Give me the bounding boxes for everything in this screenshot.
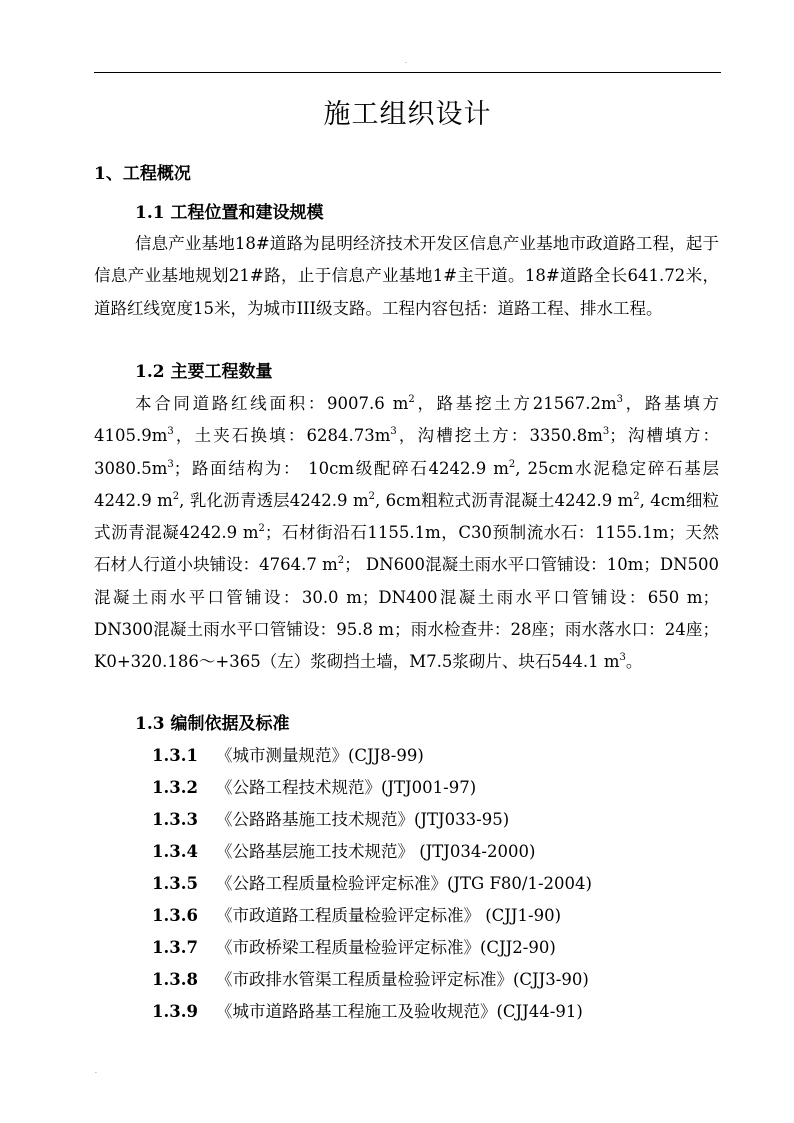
- page-title: 施工组织设计: [323, 99, 492, 130]
- header-rule: [94, 72, 721, 73]
- reference-item: [152, 967, 589, 993]
- reference-text: 《城市测量规范》(CJJ8-99): [216, 746, 424, 765]
- reference-number: 1.3.2: [152, 778, 198, 797]
- reference-number: 1.3.1: [152, 746, 198, 765]
- header-mark: ·: [405, 60, 407, 67]
- reference-item: [152, 807, 509, 833]
- section-heading-1-1: 1.1 工程位置和建设规模: [135, 203, 324, 223]
- reference-item: [152, 903, 561, 929]
- footer-mark: ·: [95, 1070, 97, 1077]
- reference-item: [152, 743, 424, 769]
- reference-text: 《城市道路路基工程施工及验收规范》(CJJ44-91): [216, 1002, 583, 1021]
- section-heading-1-2: 1.2 主要工程数量: [135, 362, 273, 382]
- reference-text: 《市政道路工程质量检验评定标准》 (CJJ1-90): [216, 906, 562, 925]
- reference-text: 《公路路基施工技术规范》(JTJ033-95): [216, 810, 510, 829]
- reference-number: 1.3.4: [152, 842, 198, 861]
- reference-text: 《公路工程质量检验评定标准》(JTG F80/1-2004): [216, 874, 592, 893]
- reference-number: 1.3.5: [152, 874, 198, 893]
- section-heading-1: 1、工程概况: [94, 164, 191, 184]
- reference-number: 1.3.9: [152, 1002, 198, 1021]
- reference-item: [152, 999, 583, 1025]
- reference-text: 《市政排水管渠工程质量检验评定标准》(CJJ3-90): [216, 970, 589, 989]
- paragraph-project-location: 信息产业基地18#道路为昆明经济技术开发区信息产业基地市政道路工程，起于信息产业基地规划21#路，止于信息产业基地1#主干道。18#道路全长641.72米，道路红线宽度15米，为城市III级支路。工程内容包括：道路工程、排水工程。: [94, 234, 719, 318]
- reference-item: [152, 871, 592, 897]
- reference-item: [152, 775, 476, 801]
- reference-text: 《市政桥梁工程质量检验评定标准》(CJJ2-90): [216, 938, 556, 957]
- reference-number: 1.3.8: [152, 970, 198, 989]
- reference-text: 《公路基层施工技术规范》 (JTJ034-2000): [216, 842, 536, 861]
- reference-number: 1.3.7: [152, 938, 198, 957]
- reference-item: [152, 935, 556, 961]
- reference-number: 1.3.3: [152, 810, 198, 829]
- reference-item: [152, 839, 535, 865]
- reference-text: 《公路工程技术规范》(JTJ001-97): [216, 778, 477, 797]
- paragraph-quantities: 本合同道路红线面积：9007.6 $m^2$，路基挖土方$21567.2m^3$，路基填方$4105.9m^3$，土夹石换填：$6284.73m^3$，沟槽挖土方：$3350.8m^3$；沟槽填方：$3080.5m^3$；路面结构为： 10cm级配碎石4242.9 $m^2$, 25cm水泥稳定碎石基层4242.9 $m^2$, 乳化沥青透层4242.9 $m^2$, 6cm粗粒式沥青混凝土4242.9 $m^2$, 4cm细粒式沥青混凝4242.9 $m^2$；石材街沿石1155.1m，C30预制流水石：1155.1m；天然石材人行道小块铺设：4764.7 $m^2$； DN600混凝土雨水平口管铺设：10m；DN500混凝土雨水平口管铺设：30.0 m；DN400混凝土雨水平口管铺设：650 m； DN300混凝土雨水平口管铺设：95.8 m；雨水检查井：28座；雨水落水口：24座；K0+320.186～+365（左）浆砌挡土墙，M7.5浆砌片、块石544.1 $m^3$。: [94, 394, 720, 672]
- section-heading-1-3: 1.3 编制依据及标准: [135, 714, 290, 734]
- reference-number: 1.3.6: [152, 906, 198, 925]
